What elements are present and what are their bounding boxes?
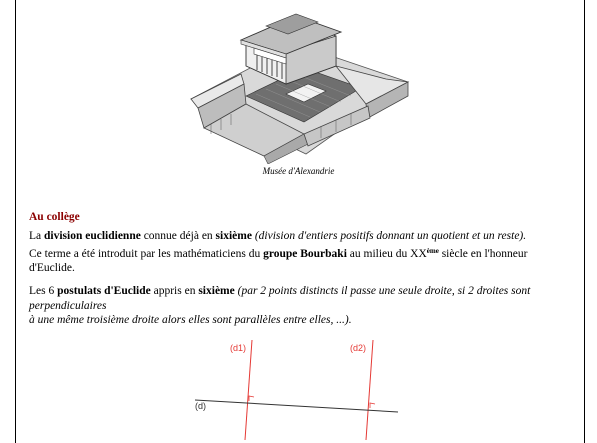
museum-illustration: [186, 4, 412, 164]
text-run: siècle en l'honneur: [438, 247, 528, 260]
label-d1: (d1): [230, 343, 247, 353]
text-run: (par 2 points distincts il passe une seule droite, si 2 droites sont: [237, 285, 531, 297]
museum-caption: Musée d'Alexandrie: [262, 166, 335, 176]
text-run: Les 6: [29, 285, 58, 297]
line-d: [195, 400, 398, 412]
label-d2: (d2): [350, 343, 367, 353]
text-run: sixième: [215, 230, 252, 242]
right-angle-marker: [370, 403, 375, 408]
section-title: Au collège: [29, 211, 80, 223]
text-run: ème: [426, 246, 439, 255]
line-d1: [245, 340, 252, 440]
paragraph-line: [29, 244, 574, 262]
text-run: appris en: [150, 285, 199, 297]
text-run: connue déjà en: [140, 230, 216, 242]
text-run: au milieu du XX: [346, 247, 427, 260]
text-run: division euclidienne: [44, 230, 141, 242]
line-d2: [366, 340, 373, 440]
paragraph-line: [29, 313, 574, 328]
text-run: sixième: [198, 285, 235, 297]
paragraph-line: [29, 284, 574, 299]
label-d: (d): [195, 401, 206, 411]
text-run: Ce terme a été introduit par les mathématiciens du: [29, 247, 264, 260]
text-run: postulats d'Euclide: [57, 285, 151, 297]
text-run: d'Euclide.: [29, 262, 75, 274]
text-run: La: [29, 230, 45, 242]
text-run: perpendiculaires: [29, 299, 107, 312]
text-run: à une même troisième droite alors elles sont parallèles entre elles, ...).: [29, 314, 352, 326]
paragraph-line: [29, 299, 574, 314]
text-run: groupe Bourbaki: [263, 247, 347, 260]
paragraph-postulats: [29, 284, 574, 328]
right-angle-marker: [249, 396, 254, 401]
paragraph-line: [29, 229, 574, 244]
paragraph-line: [29, 261, 574, 276]
paragraph-division: [29, 229, 574, 276]
text-run: (division d'entiers positifs donnant un quotient et un reste).: [254, 230, 527, 242]
parallel-lines-figure: [190, 338, 410, 443]
